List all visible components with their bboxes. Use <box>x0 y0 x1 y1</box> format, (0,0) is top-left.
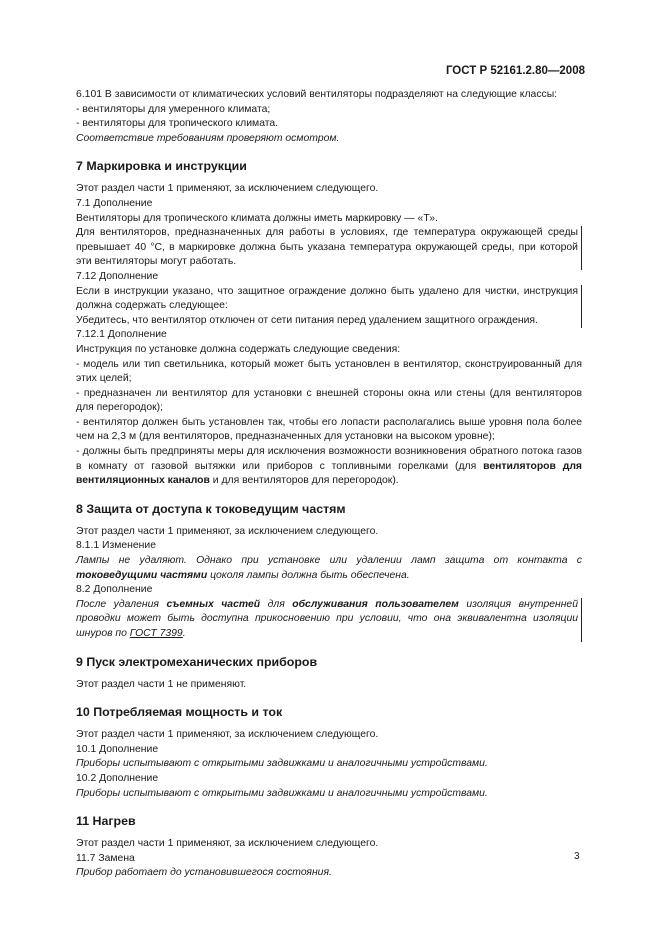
document-body <box>76 88 582 881</box>
paragraph: Для вентиляторов, предназначенных для работы в условиях, где температура окружающей среды превышает 40 °С, в маркировке должна быть указана температура окружающей среды, при которой эти вентиляторы могут работать. <box>76 226 582 270</box>
list-item <box>76 445 582 489</box>
paragraph <box>76 598 582 642</box>
defined-term: вентиляторов для вентиляционных каналов <box>76 460 582 487</box>
clause-number: 11.7 Замена <box>76 852 135 864</box>
list-item: - вентиляторы для умеренного климата; <box>76 103 271 115</box>
defined-term: обслуживания пользователем <box>292 598 459 610</box>
paragraph: Этот раздел части 1 не применяют. <box>76 678 247 690</box>
paragraph: Этот раздел части 1 применяют, за исключением следующего. <box>76 183 379 195</box>
page-number: 3 <box>574 851 580 862</box>
defined-term: токоведущими частями <box>76 569 208 581</box>
clause-number: 7.1 Дополнение <box>76 197 153 209</box>
section-title-9: 9 Пуск электромеханических приборов <box>76 654 318 669</box>
standard-reference-link[interactable]: ГОСТ 7399 <box>129 628 183 639</box>
paragraph: Этот раздел части 1 применяют, за исключением следующего. <box>76 525 379 537</box>
paragraph: Приборы испытывают с открытыми задвижками и аналогичными устройствами. <box>76 758 488 770</box>
clause-number: 10.1 Дополнение <box>76 743 159 755</box>
text-run: Лампы не удаляют. Однако при установке или удалении ламп защита от контакта с <box>76 555 582 567</box>
section-title-11: 11 Нагрев <box>76 814 136 829</box>
defined-term: съемных частей <box>166 598 261 610</box>
section-title-8: 8 Защита от доступа к токоведущим частям <box>76 501 346 516</box>
section-title-10: 10 Потребляемая мощность и ток <box>76 705 283 720</box>
list-item: - вентиляторы для тропического климата. <box>76 118 279 130</box>
list-item: - предназначен ли вентилятор для установки с внешней стороны окна или стены (для вентиляторов для перегородок); <box>76 387 582 414</box>
list-item: - модель или тип светильника, который может быть установлен в вентилятор, сконструированный для этих целей; <box>76 358 582 385</box>
paragraph: Этот раздел части 1 применяют, за исключением следующего. <box>76 729 379 741</box>
list-item: - вентилятор должен быть установлен так, чтобы его лопасти располагались выше уровня пола более чем на 2,3 м (для вентиляторов, предназначенных для установки на высоком уровне); <box>76 416 582 443</box>
paragraph: Вентиляторы для тропического климата должны иметь маркировку — «Т». <box>76 212 438 224</box>
document-header: ГОСТ Р 52161.2.80—2008 <box>445 65 585 77</box>
paragraph: Этот раздел части 1 применяют, за исключением следующего. <box>76 838 379 850</box>
section-title-7: 7 Маркировка и инструкции <box>76 159 247 174</box>
paragraph: Приборы испытывают с открытыми задвижками и аналогичными устройствами. <box>76 787 488 799</box>
text-run: и для вентиляторов для перегородок). <box>209 475 399 487</box>
text-run: цоколя лампы должна быть обеспечена. <box>207 569 410 581</box>
clause-number: 8.2 Дополнение <box>76 584 153 596</box>
clause-number: 8.1.1 Изменение <box>76 540 156 552</box>
paragraph: Убедитесь, что вентилятор отключен от сети питания перед удалением защитного ограждения. <box>76 314 582 329</box>
clause-6-101: 6.101 В зависимости от климатических условий вентиляторы подразделяют на следующие классы: <box>76 89 558 100</box>
paragraph: Инструкция по установке должна содержать следующие сведения: <box>76 343 401 355</box>
paragraph <box>76 554 582 583</box>
text-run: изоляция внутренней проводки может быть доступна прикосновению при условии, что она эквивалентна изоляции шнуров по <box>76 598 578 639</box>
clause-number: 7.12.1 Дополнение <box>76 329 167 341</box>
text-run: - должны быть предприняты меры для исключения возможности возникновения обратного потока газов в комнату от газовой вытяжки или приборов с топливными горелками (для <box>76 446 582 472</box>
paragraph: Если в инструкции указано, что защитное ограждение должно быть удалено для чистки, инструкция должна содержать следующее: <box>76 285 582 314</box>
clause-number: 10.2 Дополнение <box>76 772 159 784</box>
clause-number: 7.12 Дополнение <box>76 270 159 282</box>
compliance-note: Соответствие требованиям проверяют осмотром. <box>76 132 340 144</box>
paragraph: Прибор работает до установившегося состояния. <box>76 867 332 879</box>
text-run: . <box>182 628 186 639</box>
text-run: для <box>260 598 293 610</box>
text-run: После удаления <box>76 598 167 610</box>
